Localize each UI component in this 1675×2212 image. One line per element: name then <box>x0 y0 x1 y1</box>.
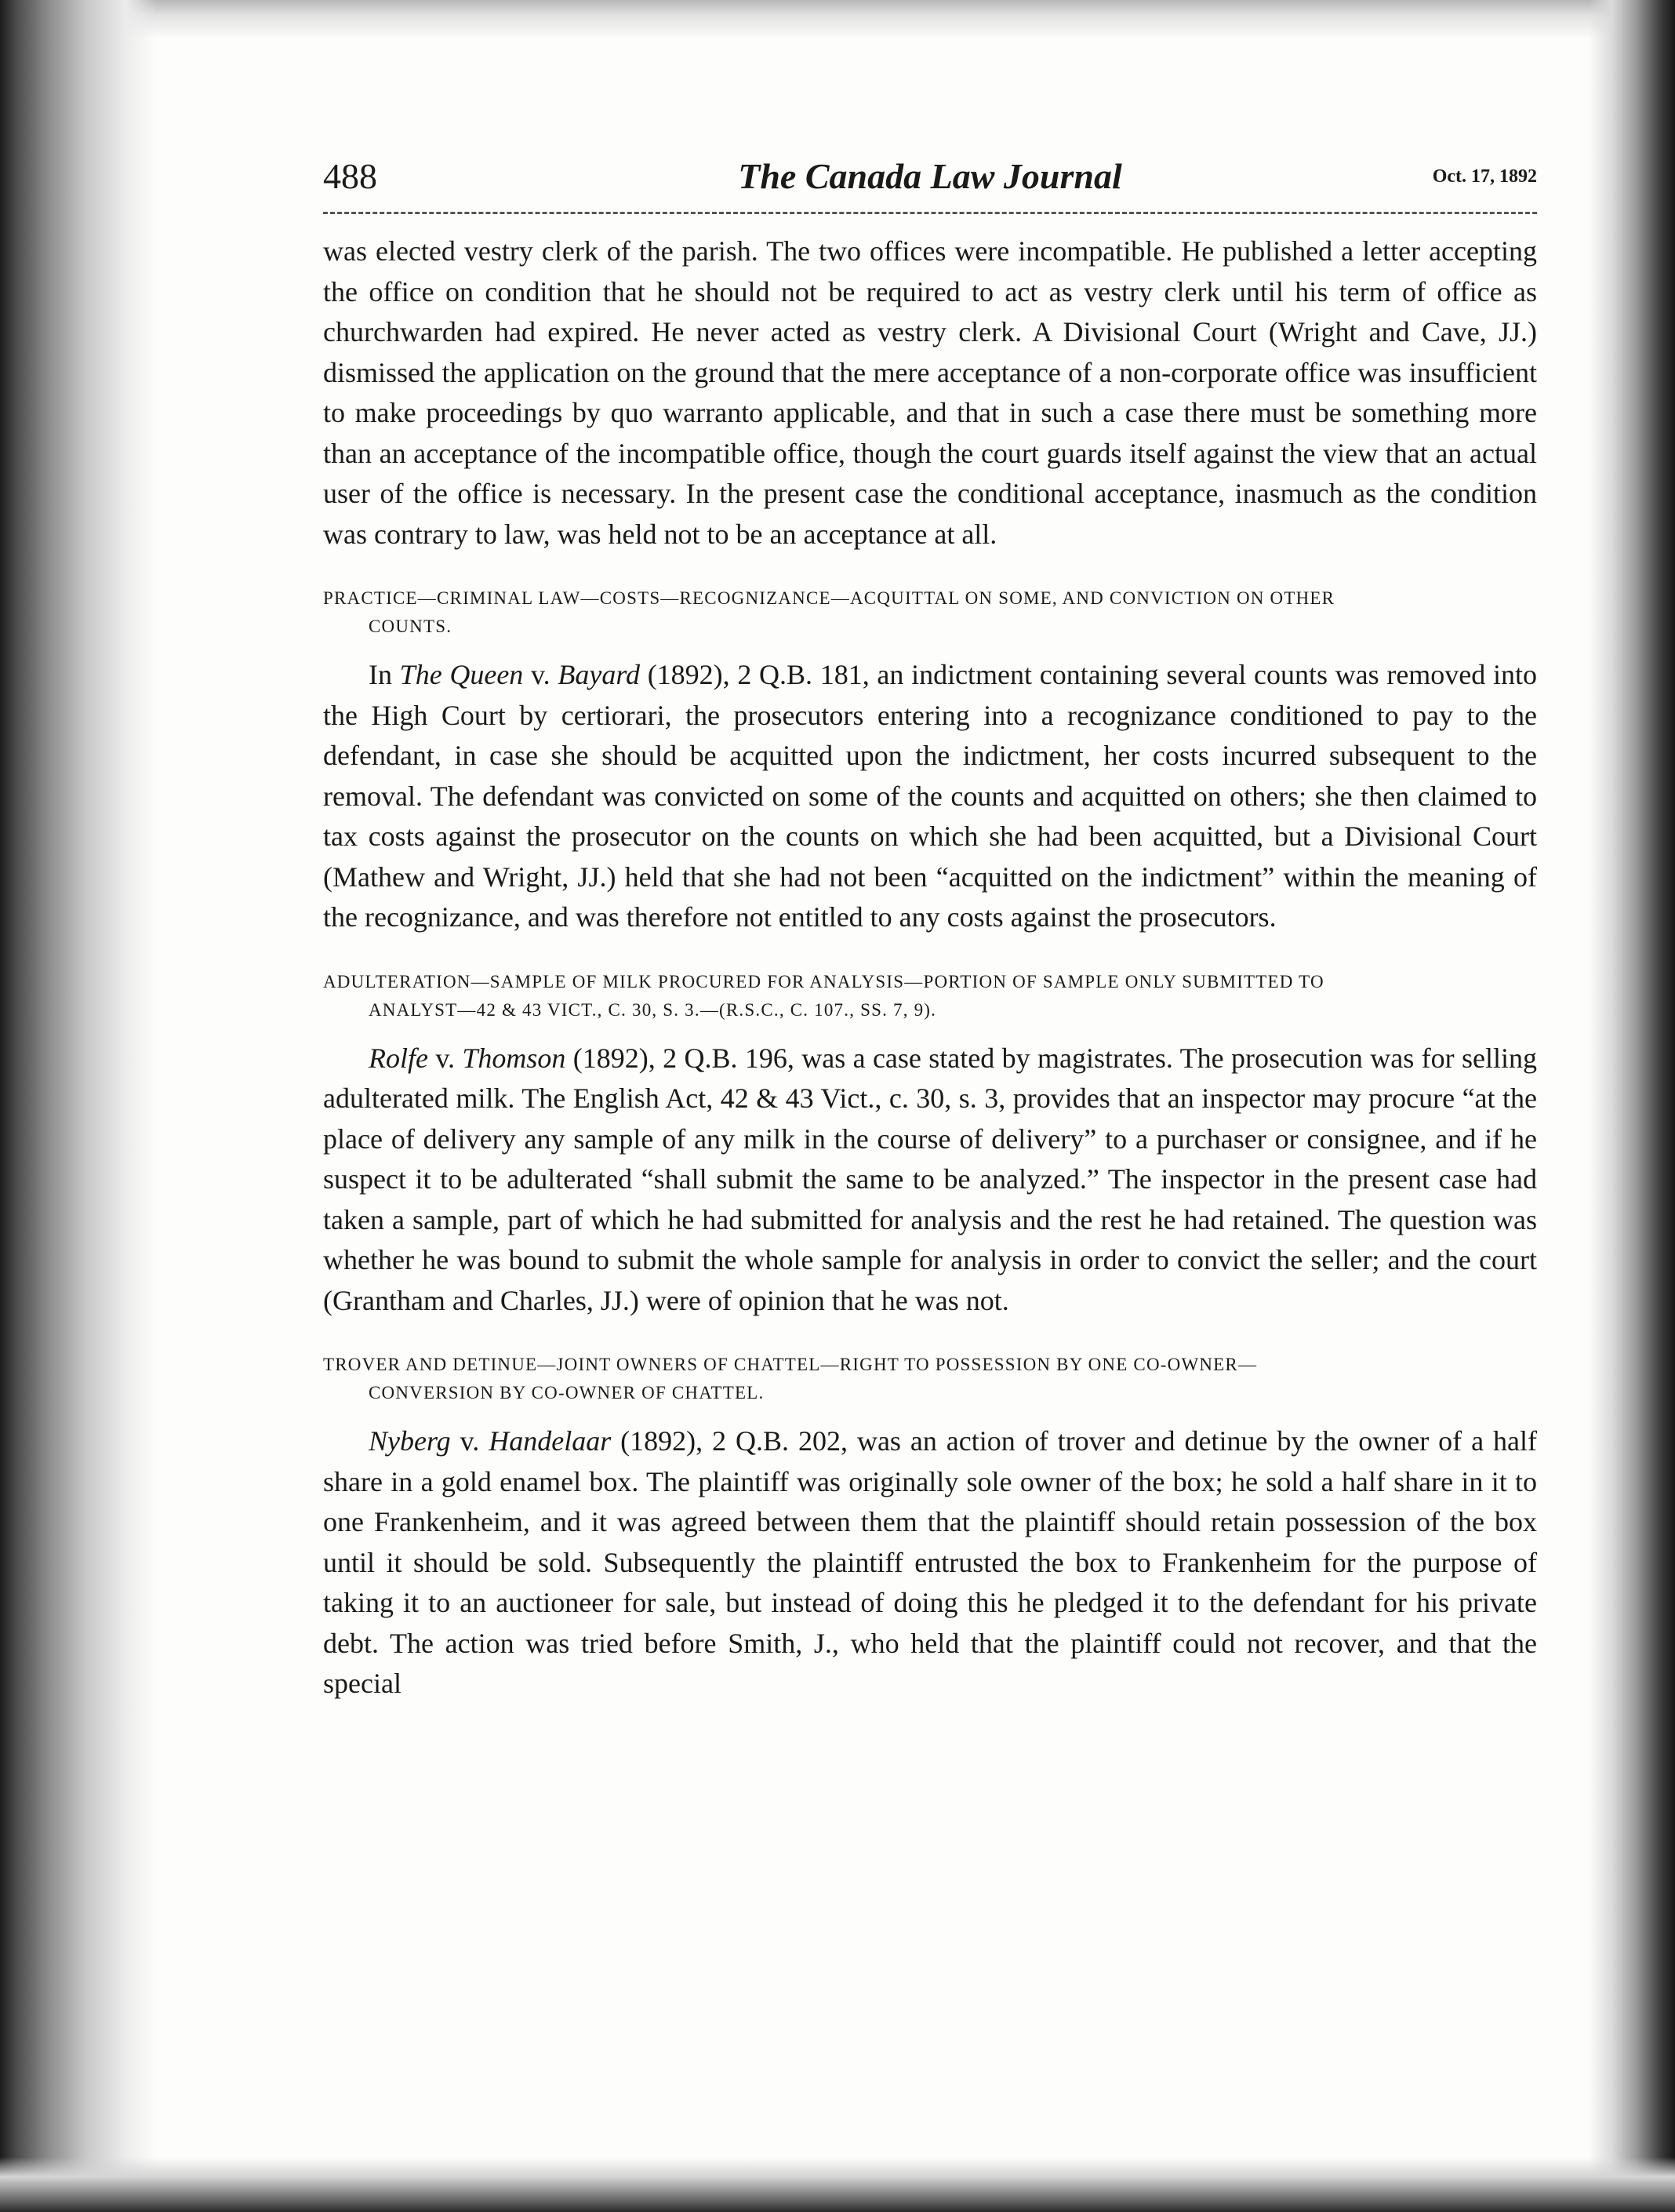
case-name: Rolfe <box>369 1042 428 1074</box>
heading-continuation: COUNTS. <box>369 617 452 636</box>
case-paragraph: Rolfe v. Thomson (1892), 2 Q.B. 196, was a case stated by magistrates. The prosecution was for selling adulterated milk. The English Act, 42 & 43 Vict., c. 30, s. 3, provides that an inspector may procure “at the place of delivery any sample of any milk in the course of delivery” to a purchaser or consignee, and if he suspect it to be adulterated “shall submit the same to be analyzed.” The inspector in the present case had taken a sample, part of which he had submitted for analysis and the rest he had retained. The question was whether he was bound to submit the whole sample for analysis in order to convict the seller; and the court (Grantham and Charles, JJ.) were of opinion that he was not. <box>323 1042 1537 1316</box>
scan-shadow-top <box>0 0 1675 39</box>
case-paragraph: Nyberg v. Handelaar (1892), 2 Q.B. 202, was an action of trover and detinue by the owner of a half share in a gold enamel box. The plaintiff was originally sole owner of the box; he sold a half share in it to one Frankenheim, and it was agreed between them that the plaintiff should retain possession of the box until it should be sold. Subsequently the plaintiff entrusted the box to Frankenheim for the purpose of taking it to an auctioneer for sale, but instead of doing this he pledged it to the defendant for his private debt. The action was tried before Smith, J., who held that the plaintiff could not recover, and that the special <box>323 1425 1537 1699</box>
journal-title: The Canada Law Journal <box>738 156 1122 196</box>
heading-line: ADULTERATION—SAMPLE OF MILK PROCURED FOR ANALYSIS—PORTION OF SAMPLE ONLY SUBMITTED TO <box>323 971 1324 991</box>
case-name: Nyberg <box>369 1425 451 1457</box>
case-party: Thomson <box>462 1042 566 1074</box>
scan-shadow-left <box>0 0 157 2212</box>
section-adulteration <box>323 968 1537 1322</box>
case-party: Handelaar <box>489 1425 612 1457</box>
case-paragraph: In The Queen v. Bayard (1892), 2 Q.B. 181, an indictment containing several counts was removed into the High Court by certiorari, the prosecutors entering into a recognizance conditioned to pay to the defendant, in case she should be acquitted upon the indictment, her costs incurred subsequent to the removal. The defendant was convicted on some of the counts and acquitted on others; she then claimed to tax costs against the prosecutor on the counts on which she had been acquitted, but a Divisional Court (Mathew and Wright, JJ.) held that she had not been “acquitted on the indictment” within the meaning of the recognizance, and was therefore not entitled to any costs against the prosecutors. <box>323 659 1537 933</box>
section-costs-recognizance <box>323 584 1537 938</box>
issue-date: Oct. 17, 1892 <box>1432 166 1537 187</box>
scan-shadow-right <box>1589 0 1675 2212</box>
heading-line: TROVER AND DETINUE—JOINT OWNERS OF CHATTEL—RIGHT TO POSSESSION BY ONE CO-OWNER— <box>323 1355 1258 1374</box>
heading-continuation: CONVERSION BY CO-OWNER OF CHATTEL. <box>369 1383 765 1403</box>
opening-paragraph: was elected vestry clerk of the parish. The two offices were incompatible. He published a letter accepting the office on condition that he should not be required to act as vestry clerk until his term of office as churchwarden had expired. He never acted as vestry clerk. A Divisional Court (Wright and Cave, JJ.) dismissed the application on the ground that the mere acceptance of a non-corporate office was insufficient to make proceedings by quo warranto applicable, and that in such a case there must be something more than an acceptance of the incompatible office, though the court guards itself against the view that an actual user of the office is necessary. In the present case the conditional acceptance, inasmuch as the condition was contrary to law, was held not to be an acceptance at all. <box>323 235 1537 550</box>
page-number: 488 <box>323 156 377 196</box>
running-header <box>323 155 1537 214</box>
heading-line: PRACTICE—CRIMINAL LAW—COSTS—RECOGNIZANCE—ACQUITTAL ON SOME, AND CONVICTION ON OTHER <box>323 588 1335 608</box>
case-party: Bayard <box>558 659 640 690</box>
case-name: The Queen <box>399 659 524 690</box>
section-trover-detinue <box>323 1351 1537 1704</box>
heading-continuation: ANALYST—42 & 43 VICT., C. 30, S. 3.—(R.S.C., C. 107., SS. 7, 9). <box>369 999 937 1020</box>
section-heading <box>323 968 1537 1024</box>
section-heading <box>323 584 1537 641</box>
section-heading <box>323 1351 1537 1407</box>
case-body: (1892), 2 Q.B. 202, was an action of trover and detinue by the owner of a half share in a gold enamel box. The plaintiff was originally sole owner of the box; he sold a half share in it to one Frankenheim, and it was agreed between them that the plaintiff should retain possession of the box until it should be sold. Subsequently the plaintiff entrusted the box to Frankenheim for the purpose of taking it to an auctioneer for sale, but instead of doing this he pledged it to the defendant for his private debt. The action was tried before Smith, J., who held that the plaintiff could not recover, and that the special <box>323 1425 1537 1699</box>
case-body: (1892), 2 Q.B. 196, was a case stated by magistrates. The prosecution was for selling adulterated milk. The English Act, 42 & 43 Vict., c. 30, s. 3, provides that an inspector may procure “at the place of delivery any sample of any milk in the course of delivery” to a purchaser or consignee, and if he suspect it to be adulterated “shall submit the same to be analyzed.” The inspector in the present case had taken a sample, part of which he had submitted for analysis and the rest he had retained. The question was whether he was bound to submit the whole sample for analysis in order to convict the seller; and the court (Grantham and Charles, JJ.) were of opinion that he was not. <box>323 1042 1537 1316</box>
page-content <box>323 155 1537 1704</box>
scan-shadow-bottom <box>0 2157 1675 2212</box>
case-body: (1892), 2 Q.B. 181, an indictment containing several counts was removed into the High Court by certiorari, the prosecutors entering into a recognizance conditioned to pay to the defendant, in case she should be acquitted upon the indictment, her costs incurred subsequent to the removal. The defendant was convicted on some of the counts and acquitted on others; she then claimed to tax costs against the prosecutor on the counts on which she had been acquitted, but a Divisional Court (Mathew and Wright, JJ.) held that she had not been “acquitted on the indictment” within the meaning of the recognizance, and was therefore not entitled to any costs against the prosecutors. <box>323 659 1537 933</box>
